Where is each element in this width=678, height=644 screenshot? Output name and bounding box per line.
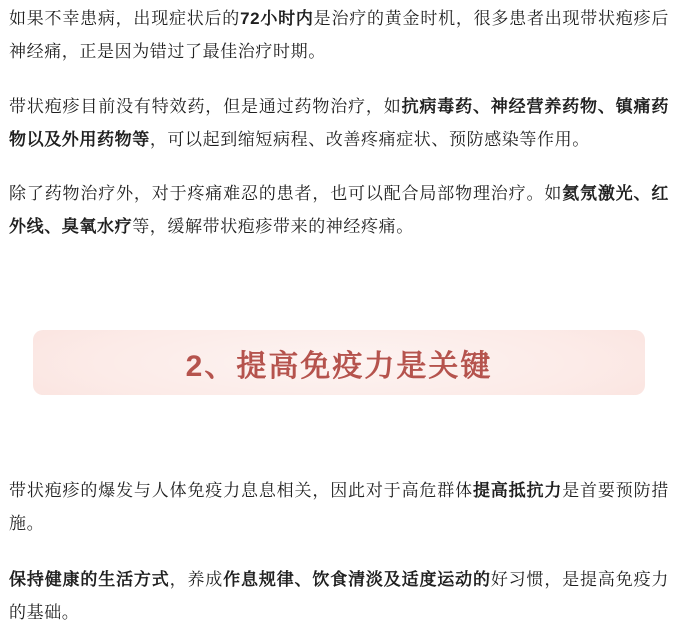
bold-text-good-habits: 作息规律、饮食清淡及适度运动的 bbox=[223, 570, 491, 589]
text-run: 带状疱疹的爆发与人体免疫力息息相关，因此对于高危群体 bbox=[9, 481, 473, 500]
bold-text-drug-types: 抗病毒药、神经营养药物、镇痛药物以及外用药物等 bbox=[9, 97, 669, 149]
text-run: 等，缓解带状疱疹带来的神经疼痛。 bbox=[132, 217, 414, 236]
text-run: 如果不幸患病，出现症状后的 bbox=[9, 9, 241, 28]
paragraph-drug-therapy bbox=[9, 90, 669, 156]
section-banner bbox=[33, 330, 645, 395]
paragraph-immunity-link bbox=[9, 474, 669, 540]
text-run: ，可以起到缩短病程、改善疼痛症状、预防感染等作用。 bbox=[149, 130, 590, 149]
paragraph-physical-therapy bbox=[9, 177, 669, 243]
bold-text-72-hours: 72小时内 bbox=[240, 9, 314, 28]
bold-text-therapy-types: 氦氖激光、红外线、臭氧水疗 bbox=[9, 184, 669, 236]
section-banner-title: 2、提高免疫力是关键 bbox=[185, 349, 493, 383]
bold-text-raise-resistance: 提高抵抗力 bbox=[472, 481, 563, 500]
text-run: 是治疗的黄金时机，很多患者出现带状疱疹后神经痛，正是因为错过了最佳治疗时期。 bbox=[9, 9, 669, 61]
text-run: 除了药物治疗外，对于疼痛难忍的患者，也可以配合局部物理治疗。如 bbox=[9, 184, 563, 203]
text-run: ，养成 bbox=[169, 570, 224, 589]
paragraph-healthy-lifestyle bbox=[9, 563, 669, 629]
paragraph-golden-time bbox=[9, 2, 669, 68]
article-body bbox=[0, 2, 678, 644]
text-run: 是首要预防措施。 bbox=[9, 481, 670, 533]
text-run: 带状疱疹目前没有特效药，但是通过药物治疗，如 bbox=[9, 97, 402, 116]
bold-text-healthy-lifestyle: 保持健康的生活方式 bbox=[9, 570, 170, 589]
text-run: 好习惯，是提高免疫力的基础。 bbox=[9, 570, 670, 622]
